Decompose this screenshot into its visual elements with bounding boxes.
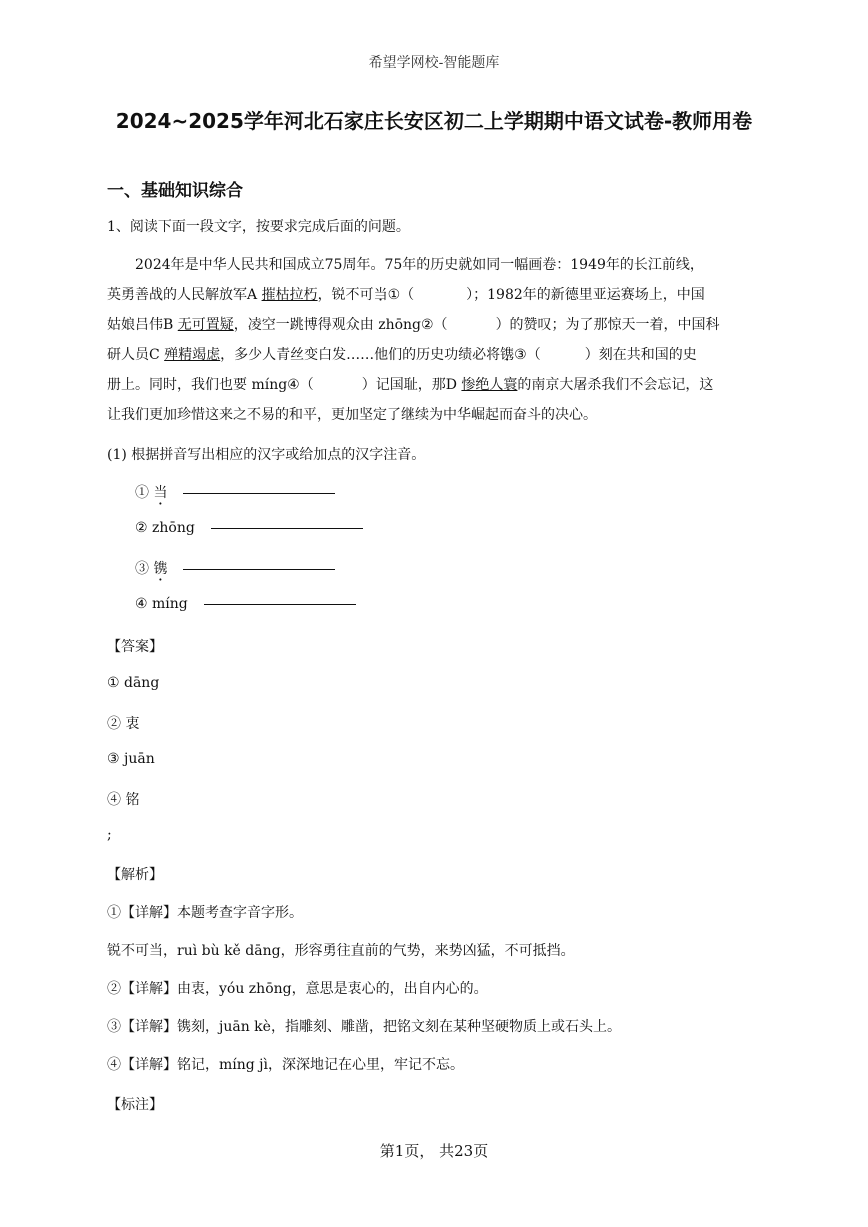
underlined-word-d: 惨绝人寰 — [461, 377, 518, 393]
passage-line-6: 让我们更加珍惜这来之不易的和平，更加坚定了继续为中华崛起而奋斗的决心。 — [107, 407, 597, 423]
answer-semicolon: ; — [107, 827, 112, 843]
passage-line-2: 英勇善战的人民解放军A 摧枯拉朽，锐不可当①（ ）；1982年的新德里亚运赛场上，中国 — [107, 287, 705, 303]
analysis-label: 【解析】 — [107, 867, 163, 883]
answer-line-2: ② 衷 — [107, 716, 140, 732]
answer-line-4: ④ 铭 — [107, 792, 140, 808]
answer-label: 【答案】 — [107, 639, 163, 655]
dotted-char-1: 当 — [373, 287, 388, 303]
analysis-line-3: ②【详解】由衷，yóu zhōng，意思是衷心的，出自内心的。 — [107, 981, 488, 997]
underlined-word-a: 摧枯拉朽 — [261, 287, 318, 303]
analysis-line-1: ①【详解】本题考查字音字形。 — [107, 905, 303, 921]
underlined-word-c: 殚精竭虑 — [164, 347, 221, 363]
analysis-line-2: 锐不可当，ruì bù kě dāng，形容勇往直前的气势，来势凶猛，不可抵挡。 — [107, 943, 575, 959]
passage-line-1: 2024年是中华人民共和国成立75周年。75年的历史就如同一幅画卷：1949年的长江前线， — [135, 257, 704, 273]
tag-label: 【标注】 — [107, 1097, 163, 1113]
site-header: 希望学网校-智能题库 — [368, 55, 500, 71]
answer-line-1: ① dāng — [107, 675, 160, 691]
sub-question-1: (1) 根据拼音写出相应的汉字或给加点的汉字注音。 — [107, 447, 426, 463]
fill-item-2: ② zhōng — [135, 520, 363, 536]
passage-line-3: 姑娘吕伟B 无可置疑，凌空一跳博得观众由 zhōng②（ ）的赞叹；为了那惊天一着，中国科 — [107, 317, 720, 333]
question-stem: 1、阅读下面一段文字，按要求完成后面的问题。 — [107, 219, 410, 235]
fill-item-4: ④ míng — [135, 596, 356, 612]
page-footer: 第1页， 共23页 — [379, 1142, 489, 1160]
underlined-word-b: 无可置疑 — [177, 317, 234, 333]
analysis-line-5: ④【详解】铭记，míng jì，深深地记在心里，牢记不忘。 — [107, 1057, 464, 1073]
passage-line-5: 册上。同时，我们也要 míng④（ ）记国耻，那D 惨绝人寰的南京大屠杀我们不会忘记，这 — [107, 377, 714, 393]
fill-item-3: ③ 镌 — [135, 558, 335, 578]
analysis-line-4: ③【详解】镌刻，juān kè，指雕刻、雕凿，把铭文刻在某种坚硬物质上或石头上。 — [107, 1019, 621, 1035]
passage-line-4: 研人员C 殚精竭虑，多少人青丝变白发……他们的历史功绩必将镌③（ ）刻在共和国的史 — [107, 347, 697, 363]
section-heading: 一、基础知识综合 — [107, 181, 243, 201]
dotted-char-2: 镌 — [500, 347, 515, 363]
page-title: 2024~2025学年河北石家庄长安区初二上学期期中语文试卷-教师用卷 — [115, 109, 753, 133]
fill-item-1: ① 当 — [135, 482, 335, 502]
answer-line-3: ③ juān — [107, 751, 155, 767]
